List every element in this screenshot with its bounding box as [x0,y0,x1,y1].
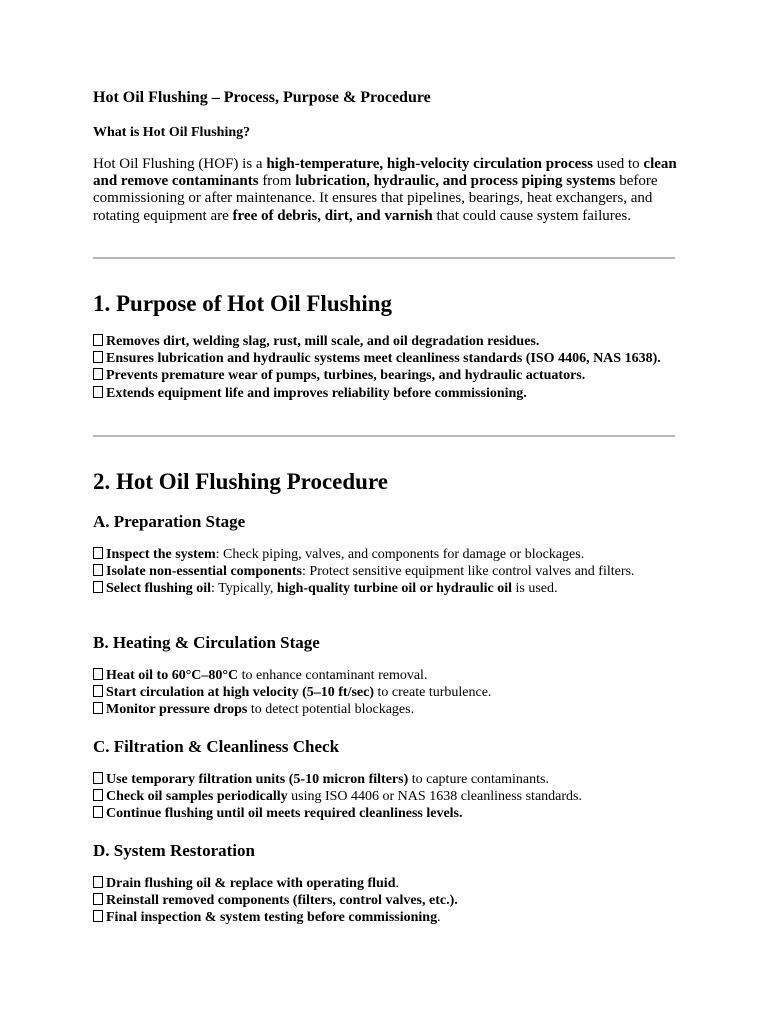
missing-glyph-box-icon [93,702,103,714]
bold-text: Monitor pressure drops [106,702,248,718]
bold-text: Ensures lubrication and hydraulic systems meet cleanliness standards (ISO 4406, NAS 1638). [106,351,661,367]
list-item [93,771,678,788]
missing-glyph-box-icon [93,668,103,680]
list-item [93,667,678,684]
list-item [93,563,678,580]
missing-glyph-box-icon [93,772,103,784]
missing-glyph-box-icon [93,368,103,380]
bold-text: Final inspection & system testing before commissioning [106,910,438,926]
missing-glyph-box-icon [93,564,103,576]
bold-text: Check oil samples periodically [106,789,288,805]
bold-text: lubrication, hydraulic, and process piping systems [295,173,616,190]
restoration-list [93,875,678,927]
subsection-heading-heating: B. Heating & Circulation Stage [93,633,320,652]
horizontal-rule [93,435,675,437]
text-run: Hot Oil Flushing (HOF) is a [93,156,267,172]
list-item [93,701,678,718]
bold-text: Select flushing oil [106,581,212,597]
list-item [93,909,678,926]
section-heading-purpose: 1. Purpose of Hot Oil Flushing [93,291,393,316]
document-subtitle: What is Hot Oil Flushing? [93,125,251,140]
text-run: : Protect sensitive equipment like control valves and filters. [302,564,635,580]
intro-paragraph [93,156,678,225]
list-item [93,580,678,597]
missing-glyph-box-icon [93,806,103,818]
text-run: : Typically, [211,581,277,597]
text-run: before commissioning or after maintenance. It ensures that pipelines, bearings, heat exchangers, and rotating equipment are [93,173,658,224]
horizontal-rule [93,257,675,259]
text-run: to enhance contaminant removal. [238,668,428,683]
missing-glyph-box-icon [93,893,103,905]
list-item [93,875,678,892]
bold-text: Removes dirt, welding slag, rust, mill scale, and oil degradation residues. [106,334,540,349]
text-run: . [395,876,399,891]
text-run: is used. [511,581,558,597]
subsection-heading-restoration: D. System Restoration [93,841,255,860]
list-item [93,385,678,402]
bold-text: Continue flushing until oil meets required cleanliness levels. [106,806,463,822]
bold-text: Reinstall removed components (filters, control valves, etc.). [106,893,458,909]
list-item [93,684,678,701]
missing-glyph-box-icon [93,685,103,697]
bold-text: free of debris, dirt, and varnish [232,207,433,224]
bold-text: Prevents premature wear of pumps, turbines, bearings, and hydraulic actuators. [106,368,586,384]
bold-text: Extends equipment life and improves reliability before commissioning. [106,385,527,401]
bold-text: Use temporary filtration units (5-10 micron filters) [106,772,409,787]
bold-text: Isolate non-essential components [106,564,303,580]
bold-text: high-quality turbine oil or hydraulic oil [276,581,512,597]
list-item [93,350,678,367]
missing-glyph-box-icon [93,910,103,922]
missing-glyph-box-icon [93,581,103,593]
bold-text: Heat oil to 60°C–80°C [106,668,239,683]
list-item [93,805,678,822]
text-run: : Check piping, valves, and components for damage or blockages. [215,547,585,562]
subsection-heading-preparation: A. Preparation Stage [93,512,246,531]
missing-glyph-box-icon [93,876,103,888]
text-run: used to [592,156,644,172]
preparation-list [93,546,678,598]
list-item [93,892,678,909]
text-run: . [437,910,441,926]
filtration-list [93,771,678,823]
missing-glyph-box-icon [93,386,103,398]
list-item [93,367,678,384]
list-item [93,788,678,805]
list-item [93,333,678,350]
bold-text: high-temperature, high-velocity circulation process [266,156,593,172]
text-run: to detect potential blockages. [247,702,415,718]
bold-text: Start circulation at high velocity (5–10 ft/sec) [106,685,375,701]
missing-glyph-box-icon [93,547,103,559]
text-run: that could cause system failures. [432,207,631,224]
heating-list [93,667,678,719]
missing-glyph-box-icon [93,351,103,363]
bold-text: Drain flushing oil & replace with operating fluid [106,876,396,891]
text-run: to capture contaminants. [408,772,549,787]
text-run: using ISO 4406 or NAS 1638 cleanliness standards. [287,789,582,805]
subsection-heading-filtration: C. Filtration & Cleanliness Check [93,737,340,756]
bold-text: Inspect the system [106,547,216,562]
missing-glyph-box-icon [93,789,103,801]
document-title: Hot Oil Flushing – Process, Purpose & Procedure [93,89,431,106]
missing-glyph-box-icon [93,334,103,346]
list-item [93,546,678,563]
section-heading-procedure: 2. Hot Oil Flushing Procedure [93,469,388,494]
bold-text: clean and remove contaminants [93,156,677,190]
text-run: from [258,173,296,190]
text-run: to create turbulence. [374,685,492,701]
purpose-list [93,333,678,402]
